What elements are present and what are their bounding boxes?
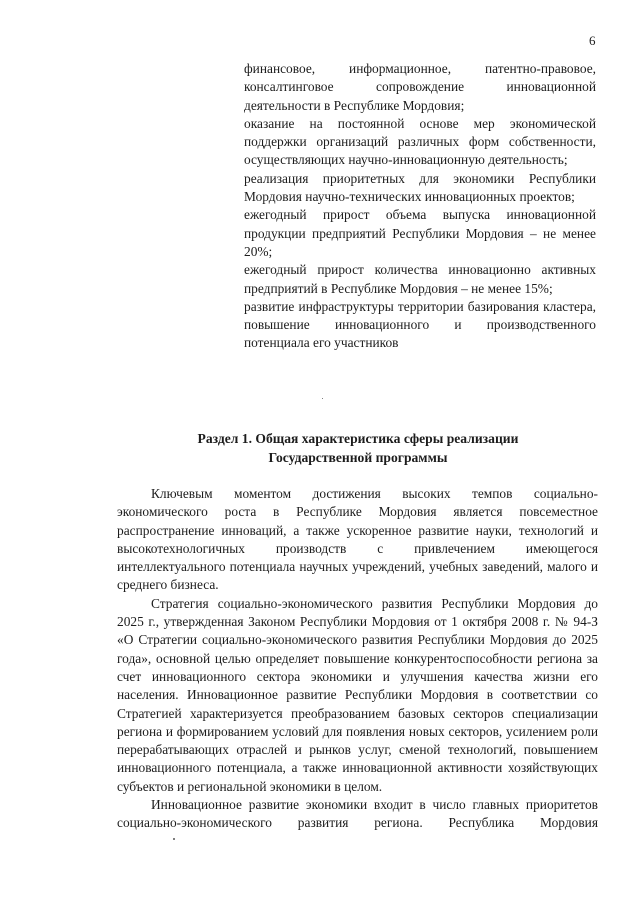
scan-speck [173,838,175,840]
scan-speck [322,398,323,399]
page-number: 6 [589,33,596,48]
goal-item: финансовое, информационное, патентно-правовое, консалтинговое сопровождение инновационной деятельности в Республике Мордовия; [244,61,596,113]
goals-list [244,60,596,353]
goal-item: ежегодный прирост количества инновационно активных предприятий в Республике Мордовия – не менее 15%; [244,262,596,296]
body-paragraph: Инновационное развитие экономики входит в число главных приоритетов социально-экономического развития региона. Республика Мордовия [117,797,598,831]
goal-item: развитие инфраструктуры территории базирования кластера, повышение инновационного и производственного потенциала его участников [244,298,596,351]
body-text [117,485,598,833]
body-paragraph: Стратегия социально-экономического развития Республики Мордовия до 2025 г., утвержденная Законом Республики Мордовия от 1 октября 2008 г. № 94-З «О Стратегии социально-экономического развития Республики Мордовия до 2025 года», основной целью определяет повышение конкурентоспособности региона за счет инновационного сектора экономики и улучшения качества жизни его населения. Инновационное развитие Республики Мордовия в соответствии со Стратегией характеризуется преобразованием базовых секторов специализации региона и формированием условий для появления новых секторов, усилением роли перерабатывающих отраслей и рынков услуг, сменой технологий, повышением инновационного потенциала, а также инновационной активности хозяйствующих субъектов и региональной экономики в целом. [117,595,598,794]
section-heading [120,430,596,467]
section-heading-line2: Государственной программы [268,449,448,465]
goal-item: ежегодный прирост объема выпуска инновационной продукции предприятий Республики Мордовия – не менее 20%; [244,207,596,259]
goal-item: оказание на постоянной основе мер экономической поддержки организаций различных форм собственности, осуществляющих научно-инновационную деятельность; [244,115,596,168]
section-heading-line1: Раздел 1. Общая характеристика сферы реализации [197,431,519,446]
goal-item: реализация приоритетных для экономики Республики Мордовия научно-технических инновационных проектов; [244,170,596,205]
body-paragraph: Ключевым моментом достижения высоких темпов социально-экономического роста в Республике Мордовия является повсеместное распространение инноваций, а также ускоренное развитие науки, технологий и высокотехнологичных производств с привлечением имеющегося интеллектуального потенциала научных учреждений, учебных заведений, малого и среднего бизнеса. [117,486,598,593]
